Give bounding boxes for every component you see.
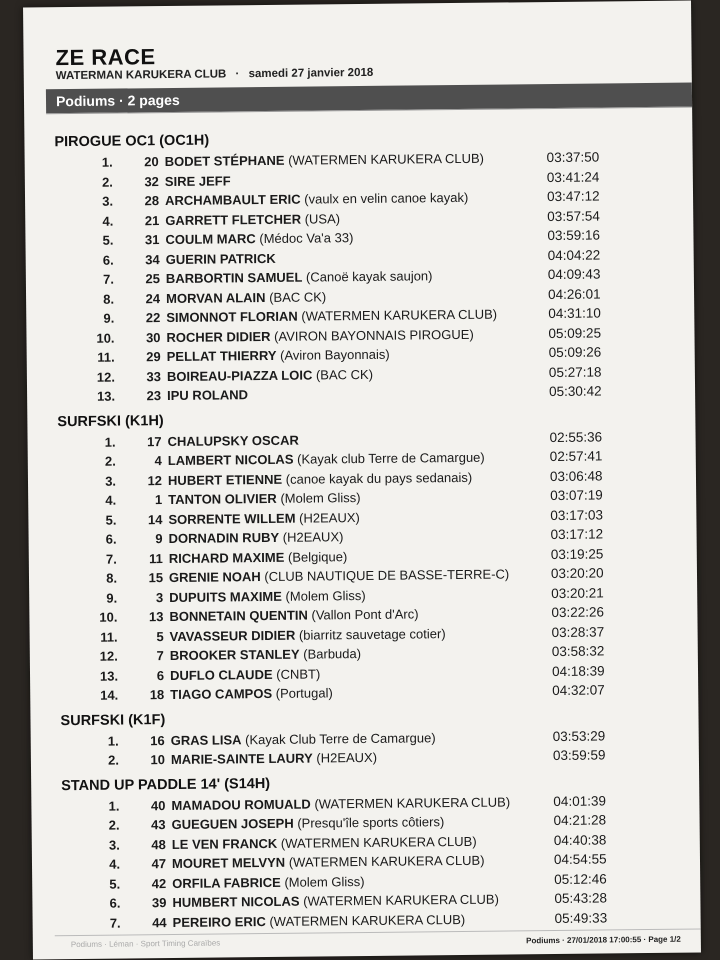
finish-time: 05:12:46 — [554, 870, 607, 887]
competitor-name: GRAS LISA — [170, 731, 242, 748]
bib-number: 5 — [156, 628, 164, 644]
footer-right: Podiums · 27/01/2018 17:00:55 · Page 1/2 — [526, 934, 681, 946]
competitor-name: TANTON OLIVIER — [168, 490, 277, 508]
competitor-name: BARBORTIN SAMUEL — [165, 269, 303, 287]
competitor — [168, 508, 360, 530]
finish-time: 04:21:28 — [553, 812, 607, 829]
bib-number: 39 — [151, 895, 167, 911]
competitor — [169, 604, 418, 626]
finish-time: 04:18:39 — [551, 662, 605, 679]
competitor — [165, 171, 231, 191]
bib-number: 40 — [150, 797, 166, 813]
rank: 8. — [103, 291, 115, 307]
competitor-name: DUPUITS MAXIME — [169, 588, 282, 605]
competitor-name: MOURET MELVYN — [171, 854, 286, 872]
bib-number: 6 — [156, 667, 165, 683]
subtitle-separator: · — [235, 68, 240, 81]
competitor-name: BOIREAU-PIAZZA LOIC — [166, 367, 313, 384]
finish-time: 03:57:54 — [547, 207, 600, 224]
competitor-name: BONNETAIN QUENTIN — [169, 607, 308, 625]
finish-time: 04:32:07 — [552, 682, 605, 699]
rank: 3. — [102, 193, 114, 209]
competitor — [166, 287, 326, 308]
bib-number: 24 — [145, 290, 161, 306]
competitor — [167, 430, 298, 451]
finish-time: 02:57:41 — [549, 448, 603, 465]
competitor — [165, 228, 353, 249]
rank: 6. — [102, 252, 114, 268]
competitor-name: MARIE-SAINTE LAURY — [170, 750, 313, 768]
competitor-club: (USA) — [304, 210, 341, 227]
bib-number: 18 — [149, 687, 165, 703]
bib-number: 42 — [151, 875, 167, 891]
competitor — [169, 547, 348, 568]
rank: 14. — [100, 687, 119, 703]
rank: 2. — [107, 752, 119, 768]
competitor-club: (H2EAUX) — [282, 529, 344, 545]
rank: 1. — [108, 798, 120, 814]
finish-time: 03:47:12 — [546, 188, 600, 205]
rank: 6. — [109, 895, 121, 911]
bib-number: 30 — [145, 329, 161, 345]
competitor-name: LE VEN FRANCK — [171, 835, 278, 852]
finish-time: 03:59:59 — [552, 747, 606, 764]
rank: 2. — [104, 453, 116, 469]
bib-number: 28 — [144, 193, 160, 209]
rank: 9. — [106, 590, 118, 606]
competitor — [167, 385, 248, 405]
category-heading: SURFSKI (K1H) — [57, 412, 164, 430]
competitor-club: (WATERMEN KARUKERA CLUB) — [280, 833, 477, 851]
competitor-club: (Presqu'île sports côtiers) — [297, 814, 445, 831]
competitor — [170, 683, 333, 704]
bib-number: 47 — [151, 856, 167, 872]
bib-number: 23 — [146, 388, 162, 404]
rank: 5. — [109, 876, 121, 892]
finish-time: 05:43:28 — [554, 890, 608, 907]
rank: 1. — [104, 434, 116, 450]
bib-number: 9 — [155, 531, 163, 547]
competitor — [172, 871, 365, 893]
results-content — [54, 121, 690, 934]
rank: 11. — [97, 349, 115, 365]
competitor-club: (WATERMEN KARUKERA CLUB) — [301, 306, 498, 324]
competitor-club: (Molem Gliss) — [284, 873, 365, 890]
rank: 8. — [106, 570, 118, 586]
competitor-club: (AVIRON BAYONNAIS PIROGUE) — [274, 326, 474, 344]
rank: 5. — [105, 512, 117, 528]
finish-time: 03:17:03 — [550, 506, 604, 523]
competitor-name: COULM MARC — [165, 231, 256, 248]
rank: 1. — [101, 154, 113, 170]
competitor-club: (WATERMEN KARUKERA CLUB) — [288, 852, 485, 870]
competitor-name: GRENIE NOAH — [168, 569, 261, 586]
bib-number: 15 — [148, 570, 164, 586]
competitor-name: SIRE JEFF — [164, 172, 231, 189]
rank: 9. — [103, 310, 115, 326]
competitor-club: (WATERMEN KARUKERA CLUB) — [288, 150, 484, 168]
competitor — [167, 345, 390, 367]
finish-time: 03:07:19 — [550, 487, 603, 504]
bib-number: 11 — [148, 550, 163, 566]
rank: 12. — [96, 369, 115, 385]
finish-time: 03:53:29 — [552, 727, 606, 744]
category-heading: STAND UP PADDLE 14' (S14H) — [61, 775, 271, 794]
bib-number: 22 — [145, 310, 161, 326]
finish-time: 05:27:18 — [548, 363, 602, 380]
bib-number: 25 — [145, 271, 160, 287]
bib-number: 17 — [147, 433, 162, 449]
competitor-name: PELLAT THIERRY — [166, 347, 277, 365]
bib-number: 13 — [148, 609, 164, 625]
competitor-club: (biarritz sauvetage cotier) — [298, 625, 446, 643]
competitor-name: GARRETT FLETCHER — [165, 211, 302, 228]
competitor — [168, 488, 361, 510]
competitor-name: BROOKER STANLEY — [169, 646, 300, 664]
competitor-name: TIAGO CAMPOS — [170, 685, 273, 703]
bib-number: 44 — [152, 914, 167, 930]
finish-time: 03:19:25 — [550, 545, 604, 562]
competitor — [165, 209, 340, 230]
category-heading: SURFSKI (K1F) — [60, 711, 166, 729]
bib-number: 43 — [151, 817, 166, 833]
race-title: ZE RACE — [55, 44, 156, 71]
competitor-club: (Molem Gliss) — [285, 587, 366, 604]
rank: 10. — [96, 330, 115, 346]
competitor-name: LAMBERT NICOLAS — [167, 451, 294, 469]
finish-time: 05:49:33 — [554, 909, 608, 926]
competitor-club: (WATERMEN KARUKERA CLUB) — [269, 911, 466, 929]
race-subtitle — [56, 67, 374, 82]
bib-number: 1 — [154, 492, 163, 508]
competitor-club: (BAC CK) — [315, 366, 374, 382]
finish-time: 03:22:26 — [551, 604, 605, 621]
competitor-name: MAMADOU ROMUALD — [171, 796, 311, 813]
bib-number: 10 — [150, 752, 165, 768]
competitor-club: (WATERMEN KARUKERA CLUB) — [314, 793, 511, 812]
competitor — [171, 748, 377, 770]
competitor-club: (Barbuda) — [303, 646, 362, 662]
bib-number: 16 — [150, 732, 165, 748]
rank: 2. — [108, 817, 120, 833]
competitor-club: (Kayak Club Terre de Camargue) — [245, 729, 436, 747]
rank: 7. — [109, 915, 121, 931]
rank: 4. — [109, 856, 121, 872]
rank: 7. — [105, 551, 117, 567]
finish-time: 04:40:38 — [553, 831, 607, 848]
rank: 1. — [107, 733, 119, 749]
race-date: samedi 27 janvier 2018 — [248, 66, 374, 81]
rank: 11. — [100, 629, 118, 645]
band-label: Podiums · 2 pages — [55, 91, 180, 110]
section-band — [46, 83, 692, 114]
results-sheet — [23, 1, 701, 960]
competitor-club: (Molem Gliss) — [280, 490, 361, 506]
competitor-club: (vaulx en velin canoe kayak) — [304, 189, 469, 207]
bib-number: 4 — [154, 453, 162, 469]
club-name: WATERMAN KARUKERA CLUB — [55, 68, 227, 83]
competitor-club: (CNBT) — [276, 665, 321, 682]
competitor-club: (Médoc Va'a 33) — [259, 230, 354, 247]
competitor-name: BODET STÉPHANE — [164, 152, 285, 170]
rank: 13. — [96, 388, 116, 404]
bib-number: 34 — [145, 251, 160, 267]
rank: 4. — [102, 213, 114, 229]
bib-number: 7 — [156, 648, 164, 664]
rank: 10. — [99, 609, 118, 625]
competitor — [173, 909, 466, 932]
finish-time: 03:59:16 — [547, 227, 601, 244]
finish-time: 03:37:50 — [546, 149, 600, 166]
competitor — [170, 644, 361, 666]
bib-number: 29 — [146, 349, 161, 365]
rank: 3. — [105, 473, 117, 489]
competitor — [169, 585, 366, 607]
finish-time: 03:20:20 — [550, 565, 604, 582]
bib-number: 20 — [144, 154, 159, 170]
bib-number: 31 — [144, 232, 160, 248]
competitor-name: VAVASSEUR DIDIER — [169, 627, 296, 644]
competitor-name: PEREIRO ERIC — [172, 913, 266, 930]
competitor-name: SIMONNOT FLORIAN — [166, 308, 298, 326]
finish-time: 04:09:43 — [547, 266, 601, 283]
finish-time: 05:30:42 — [549, 383, 602, 400]
finish-time: 03:41:24 — [546, 168, 600, 185]
finish-time: 03:20:21 — [551, 584, 604, 601]
competitor-name: GUEGUEN JOSEPH — [171, 815, 294, 833]
finish-time: 04:04:22 — [547, 246, 601, 263]
competitor — [169, 527, 344, 548]
competitor — [167, 364, 373, 386]
finish-time: 03:58:32 — [551, 643, 605, 660]
competitor-name: DORNADIN RUBY — [168, 529, 280, 547]
competitor-name: ORFILA FABRICE — [172, 874, 281, 891]
competitor-club: (canoe kayak du pays sedanais) — [285, 469, 473, 487]
rank: 7. — [102, 271, 114, 287]
finish-time: 04:01:39 — [553, 792, 607, 809]
competitor-club: (H2EAUX) — [299, 509, 360, 526]
finish-time: 03:28:37 — [551, 623, 605, 640]
rank: 13. — [99, 668, 119, 684]
page-footer — [55, 928, 701, 956]
bib-number: 14 — [147, 511, 163, 527]
competitor-name: ARCHAMBAULT ERIC — [164, 191, 301, 209]
bib-number: 21 — [144, 212, 160, 228]
footer-left: Podiums · Léman · Sport Timing Caraïbes — [70, 938, 221, 950]
bib-number: 48 — [151, 836, 166, 852]
finish-time: 03:17:12 — [550, 526, 604, 543]
competitor-club: (Canoë kayak saujon) — [305, 268, 433, 285]
competitor-club: (Aviron Bayonnais) — [280, 346, 390, 363]
rank: 2. — [101, 174, 113, 190]
competitor-club: (BAC CK) — [269, 288, 327, 305]
rank: 4. — [105, 492, 117, 508]
competitor-name: HUMBERT NICOLAS — [172, 893, 300, 911]
finish-time: 04:31:10 — [548, 305, 601, 322]
competitor-name: HUBERT ETIENNE — [167, 471, 283, 488]
rank: 6. — [105, 531, 117, 547]
rank: 3. — [108, 837, 120, 853]
competitor-name: GUERIN PATRICK — [165, 250, 276, 267]
competitor-club: (Belgique) — [287, 548, 348, 565]
competitor-club: (Vallon Pont d'Arc) — [311, 606, 419, 623]
finish-time: 05:09:25 — [548, 324, 602, 341]
competitor-club: (CLUB NAUTIQUE DE BASSE-TERRE-C) — [264, 566, 510, 585]
competitor-club: (WATERMEN KARUKERA CLUB) — [303, 891, 499, 909]
finish-time: 04:54:55 — [553, 851, 607, 868]
bib-number: 3 — [155, 589, 164, 605]
competitor-club: (Kayak club Terre de Camargue) — [296, 449, 485, 467]
competitor-club: (H2EAUX) — [316, 749, 378, 766]
competitor-name: IPU ROLAND — [167, 387, 249, 404]
finish-time: 03:06:48 — [549, 467, 603, 484]
competitor-name: MORVAN ALAIN — [166, 289, 266, 306]
competitor-name: CHALUPSKY OSCAR — [167, 432, 299, 449]
bib-number: 12 — [147, 472, 163, 488]
competitor-name: SORRENTE WILLEM — [168, 510, 296, 527]
competitor-name: ROCHER DIDIER — [166, 328, 271, 345]
competitor-club: (Portugal) — [275, 685, 333, 701]
finish-time: 04:26:01 — [547, 285, 601, 302]
competitor — [166, 248, 276, 269]
rank: 5. — [102, 232, 114, 248]
competitor-name: RICHARD MAXIME — [168, 549, 285, 566]
category-heading: PIROGUE OC1 (OC1H) — [54, 132, 210, 151]
competitor-name: DUFLO CLAUDE — [169, 666, 273, 683]
bib-number: 32 — [144, 173, 159, 189]
finish-time: 02:55:36 — [549, 428, 603, 445]
competitor — [170, 664, 320, 685]
finish-time: 05:09:26 — [548, 344, 602, 361]
rank: 12. — [99, 648, 118, 664]
bib-number: 33 — [146, 368, 161, 384]
